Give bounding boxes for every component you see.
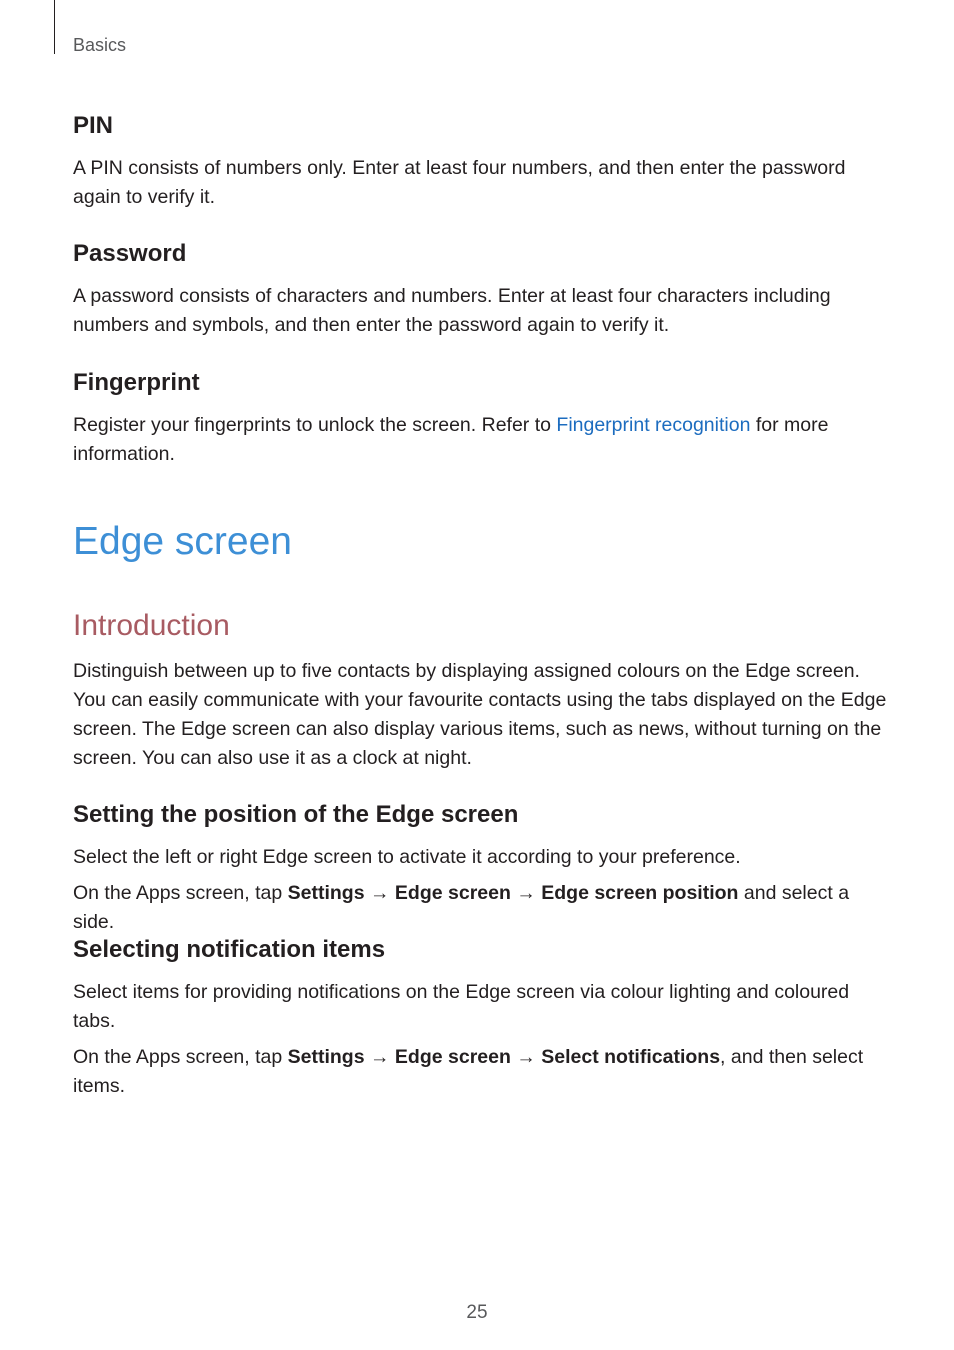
position-steps-prefix: On the Apps screen, tap — [73, 882, 288, 904]
settings-menu-ref: Settings — [287, 1046, 365, 1068]
settings-menu-ref: Settings — [287, 882, 365, 904]
notifications-steps-suffix: , and then select items. — [73, 1046, 864, 1097]
introduction-body: Distinguish between up to five contacts by displaying assigned colours on the Edge screen. You can easily communicate with your favourite contacts using the tabs displayed on the Edge screen. The Edge screen can also display various items, such as news, without turning on the screen. You can also use it as a clock at night. — [73, 660, 887, 769]
chapter-title: Edge screen — [73, 520, 292, 563]
position-steps — [73, 879, 888, 937]
notifications-body: Select items for providing notifications on the Edge screen via colour lighting and coloured tabs. — [73, 981, 850, 1032]
fingerprint-text-after: for more information. — [73, 414, 829, 465]
arrow-icon: → — [510, 882, 542, 904]
fingerprint-text-before: Register your fingerprints to unlock the screen. Refer to — [73, 414, 557, 436]
position-steps-suffix: and select a side. — [73, 882, 850, 933]
edge-screen-menu-ref: Edge screen — [394, 1046, 511, 1068]
notifications-heading: Selecting notification items — [73, 936, 386, 963]
introduction-title: Introduction — [73, 609, 230, 642]
arrow-icon: → — [364, 1046, 395, 1068]
password-body: A password consists of characters and numbers. Enter at least four characters including numbers and symbols, and then enter the password again to verify it. — [73, 285, 831, 336]
fingerprint-body — [73, 411, 888, 469]
running-header: Basics — [73, 35, 127, 55]
pin-body: A PIN consists of numbers only. Enter at least four numbers, and then enter the password again to verify it. — [73, 157, 846, 208]
position-heading: Setting the position of the Edge screen — [73, 801, 519, 828]
fingerprint-recognition-link[interactable]: Fingerprint recognition — [556, 414, 751, 436]
page-number: 25 — [466, 1302, 488, 1323]
notifications-steps — [73, 1043, 888, 1101]
edge-screen-menu-ref: Edge screen — [394, 882, 511, 904]
notifications-steps-prefix: On the Apps screen, tap — [73, 1046, 288, 1068]
position-body: Select the left or right Edge screen to activate it according to your preference. — [73, 846, 741, 868]
fingerprint-heading: Fingerprint — [73, 369, 200, 396]
header-rule — [54, 0, 55, 54]
pin-heading: PIN — [73, 112, 114, 139]
edge-screen-position-menu-ref: Edge screen position — [541, 882, 739, 904]
password-heading: Password — [73, 240, 187, 267]
arrow-icon: → — [510, 1046, 542, 1068]
select-notifications-menu-ref: Select notifications — [541, 1046, 721, 1068]
arrow-icon: → — [364, 882, 395, 904]
